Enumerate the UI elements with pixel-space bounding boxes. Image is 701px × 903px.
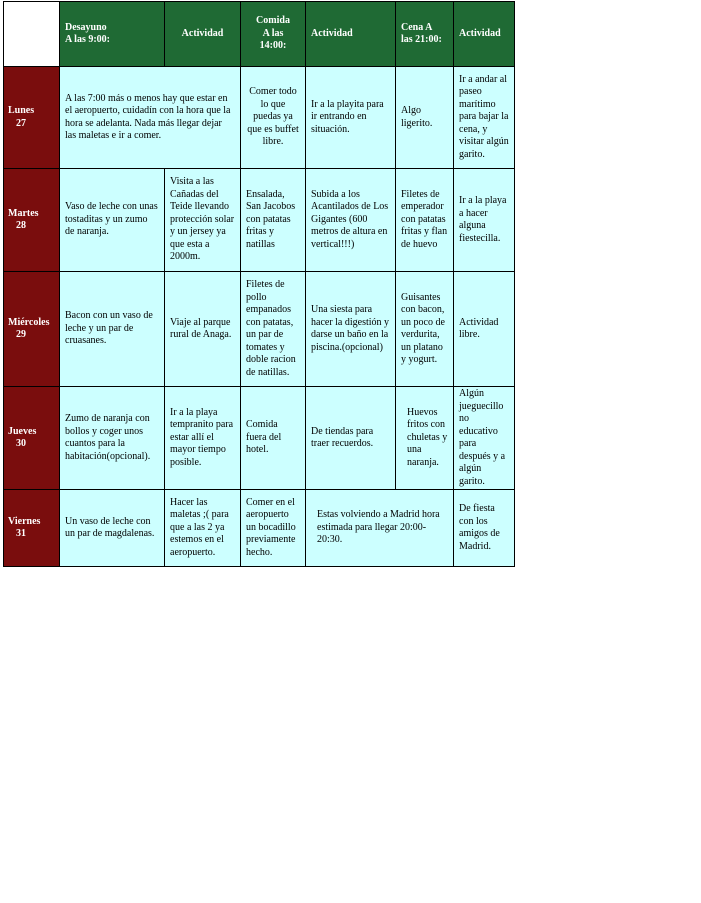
table-row	[4, 272, 515, 387]
breakfast-cell: Bacon con un vaso de leche y un par de cruasanes.	[60, 272, 165, 387]
dinner-activity-cell: Algún jueguecillo no educativo para después y a algún garito.	[454, 387, 515, 490]
header-comida: Comida A las 14:00:	[241, 2, 306, 67]
dinner-activity-cell: Actividad libre.	[454, 272, 515, 387]
lunch-activity-cell: De tiendas para traer recuerdos.	[306, 387, 396, 490]
header-actividad-3: Actividad	[454, 2, 515, 67]
table-row	[4, 387, 515, 490]
header-actividad-1: Actividad	[165, 2, 241, 67]
afternoon-dinner-cell: Estas volviendo a Madrid hora estimada para llegar 20:00-20:30.	[306, 490, 454, 567]
schedule-table	[3, 1, 515, 567]
dinner-activity-cell: Ir a andar al paseo marítimo para bajar la cena, y visitar algún garito.	[454, 67, 515, 169]
lunch-cell: Ensalada, San Jacobos con patatas fritas y natillas	[241, 169, 306, 272]
dinner-activity-cell: De fiesta con los amigos de Madrid.	[454, 490, 515, 567]
table-row	[4, 490, 515, 567]
corner-cell	[4, 2, 60, 67]
dinner-activity-cell: Ir a la playa a hacer alguna fiestecilla.	[454, 169, 515, 272]
lunch-cell: Comida fuera del hotel.	[241, 387, 306, 490]
breakfast-activity-cell: A las 7:00 más o menos hay que estar en el aeropuerto, cuidadín con la hora que la hora se adelanta. Nada más llegar dejar las maletas e ir a comer.	[60, 67, 241, 169]
table-row	[4, 67, 515, 169]
dinner-cell: Guisantes con bacon, un poco de verdurita, un platano y yogurt.	[396, 272, 454, 387]
lunch-activity-cell: Subida a los Acantilados de Los Gigantes (600 metros de altura en vertical!!!)	[306, 169, 396, 272]
activity-cell: Visita a las Cañadas del Teide llevando protección solar y un jersey ya que esta a 2000m.	[165, 169, 241, 272]
activity-cell: Ir a la playa tempranito para estar allí el mayor tiempo posible.	[165, 387, 241, 490]
lunch-activity-cell: Una siesta para hacer la digestión y darse un baño en la piscina.(opcional)	[306, 272, 396, 387]
day-cell: Lunes 27	[4, 67, 60, 169]
dinner-cell: Filetes de emperador con patatas fritas y flan de huevo	[396, 169, 454, 272]
header-row	[4, 2, 515, 67]
day-cell: Jueves 30	[4, 387, 60, 490]
activity-cell: Viaje al parque rural de Anaga.	[165, 272, 241, 387]
header-desayuno: Desayuno A las 9:00:	[60, 2, 165, 67]
header-actividad-2: Actividad	[306, 2, 396, 67]
day-cell: Miércoles 29	[4, 272, 60, 387]
lunch-cell: Filetes de pollo empanados con patatas, un par de tomates y doble racion de natillas.	[241, 272, 306, 387]
table-row	[4, 169, 515, 272]
dinner-cell: Huevos fritos con chuletas y una naranja.	[396, 387, 454, 490]
lunch-cell: Comer todo lo que puedas ya que es buffet libre.	[241, 67, 306, 169]
breakfast-cell: Vaso de leche con unas tostaditas y un zumo de naranja.	[60, 169, 165, 272]
day-cell: Martes 28	[4, 169, 60, 272]
dinner-cell: Algo ligerito.	[396, 67, 454, 169]
breakfast-cell: Un vaso de leche con un par de magdalenas.	[60, 490, 165, 567]
lunch-activity-cell: Ir a la playita para ir entrando en situación.	[306, 67, 396, 169]
activity-cell: Hacer las maletas ;( para que a las 2 ya estemos en el aeropuerto.	[165, 490, 241, 567]
header-cena: Cena A las 21:00:	[396, 2, 454, 67]
lunch-cell: Comer en el aeropuerto un bocadillo previamente hecho.	[241, 490, 306, 567]
day-cell: Viernes 31	[4, 490, 60, 567]
breakfast-cell: Zumo de naranja con bollos y coger unos cuantos para la habitación(opcional).	[60, 387, 165, 490]
